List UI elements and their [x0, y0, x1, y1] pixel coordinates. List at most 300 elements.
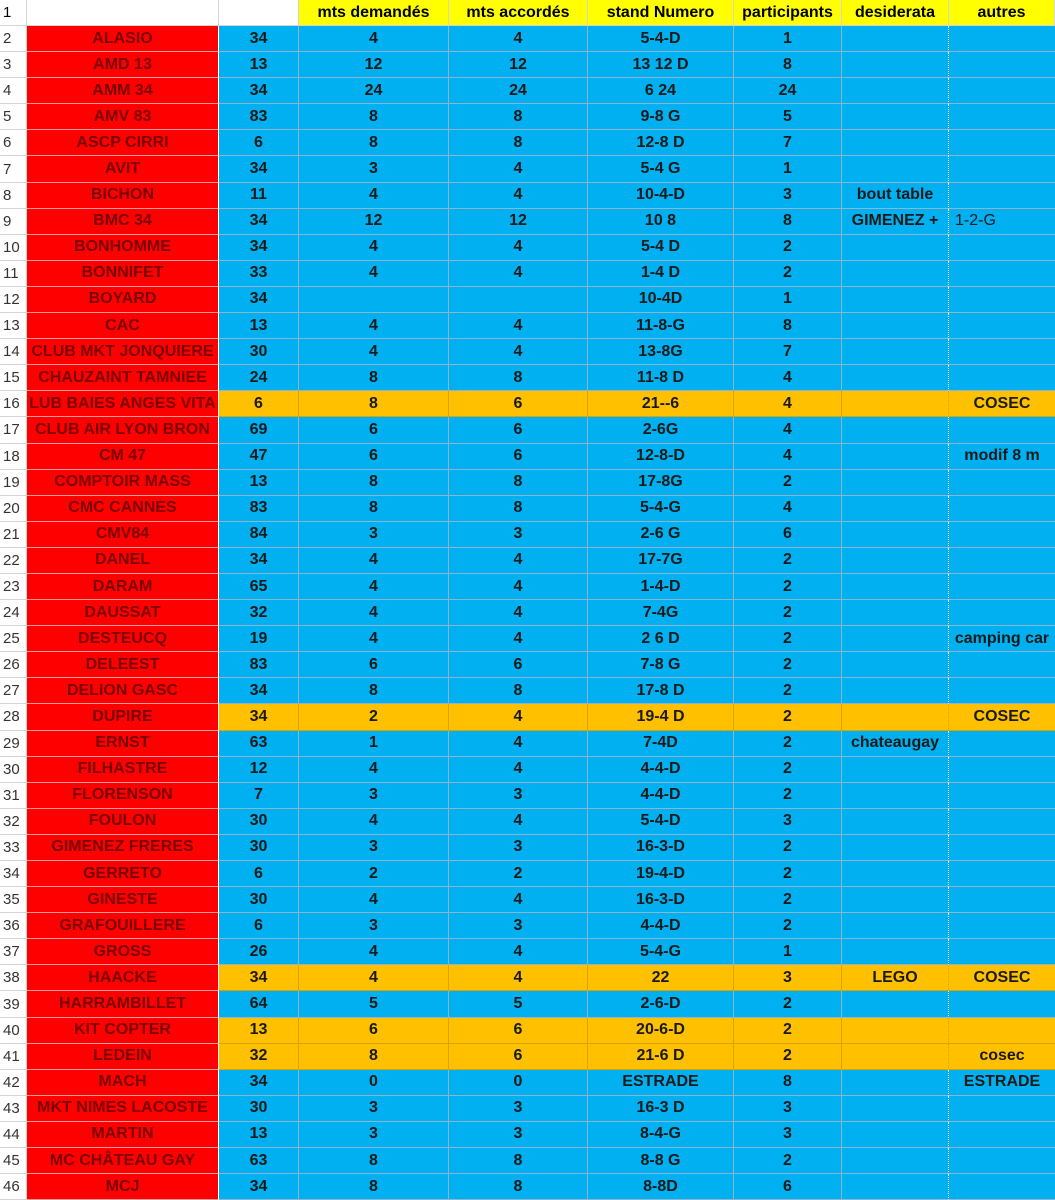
cell-stand-numero[interactable]: 2-6 G [588, 522, 734, 548]
cell-stand-numero[interactable]: 4-4-D [588, 783, 734, 809]
cell-departement[interactable]: 84 [219, 522, 299, 548]
cell-departement[interactable]: 65 [219, 574, 299, 600]
cell-mts-demandes[interactable]: 4 [299, 26, 449, 52]
cell-departement[interactable]: 34 [219, 1174, 299, 1200]
cell-mts-demandes[interactable]: 3 [299, 1122, 449, 1148]
cell-mts-demandes[interactable]: 8 [299, 496, 449, 522]
cell-mts-demandes[interactable]: 5 [299, 991, 449, 1017]
cell-autres[interactable] [949, 365, 1055, 391]
cell-desiderata[interactable] [842, 600, 949, 626]
cell-autres[interactable]: modif 8 m [949, 444, 1055, 470]
cell-participants[interactable]: 2 [734, 1018, 842, 1044]
cell-mts-demandes[interactable]: 0 [299, 1070, 449, 1096]
cell-club[interactable]: GIMENEZ FRERES [27, 835, 219, 861]
cell-participants[interactable]: 6 [734, 522, 842, 548]
cell-club[interactable]: DAUSSAT [27, 600, 219, 626]
cell-mts-demandes[interactable]: 4 [299, 757, 449, 783]
cell-mts-demandes[interactable]: 2 [299, 861, 449, 887]
cell-stand-numero[interactable]: 8-4-G [588, 1122, 734, 1148]
row-number[interactable]: 29 [0, 731, 27, 757]
cell-stand-numero[interactable]: 7-4G [588, 600, 734, 626]
cell-mts-demandes[interactable]: 4 [299, 235, 449, 261]
row-number[interactable]: 9 [0, 209, 27, 235]
cell-mts-accordes[interactable]: 6 [449, 391, 588, 417]
cell-autres[interactable]: cosec [949, 1044, 1055, 1070]
cell-departement[interactable]: 83 [219, 652, 299, 678]
cell-club[interactable]: AVIT [27, 156, 219, 182]
cell-stand-numero[interactable]: 1-4-D [588, 574, 734, 600]
cell-autres[interactable] [949, 991, 1055, 1017]
cell-club[interactable]: MACH [27, 1070, 219, 1096]
cell-mts-demandes[interactable]: 4 [299, 600, 449, 626]
cell-club[interactable]: ALASIO [27, 26, 219, 52]
cell-autres[interactable] [949, 678, 1055, 704]
cell-stand-numero[interactable]: 5-4-G [588, 939, 734, 965]
cell-mts-accordes[interactable]: 8 [449, 1174, 588, 1200]
cell-mts-accordes[interactable]: 6 [449, 652, 588, 678]
cell-autres[interactable] [949, 313, 1055, 339]
cell-departement[interactable]: 26 [219, 939, 299, 965]
cell-desiderata[interactable] [842, 783, 949, 809]
cell-departement[interactable]: 34 [219, 26, 299, 52]
header-desiderata[interactable]: desiderata [842, 0, 949, 26]
cell-participants[interactable]: 2 [734, 678, 842, 704]
cell-autres[interactable]: 1-2-G [949, 209, 1055, 235]
cell-mts-accordes[interactable]: 6 [449, 1044, 588, 1070]
cell-departement[interactable]: 30 [219, 835, 299, 861]
cell-club[interactable]: BOYARD [27, 287, 219, 313]
cell-mts-accordes[interactable]: 4 [449, 731, 588, 757]
cell-stand-numero[interactable]: 19-4-D [588, 861, 734, 887]
cell-stand-numero[interactable]: 17-8G [588, 470, 734, 496]
cell-desiderata[interactable] [842, 652, 949, 678]
cell-mts-accordes[interactable]: 3 [449, 783, 588, 809]
cell-club[interactable]: GROSS [27, 939, 219, 965]
row-number[interactable]: 26 [0, 652, 27, 678]
cell-desiderata[interactable] [842, 678, 949, 704]
cell-stand-numero[interactable]: 5-4-D [588, 809, 734, 835]
cell-club[interactable]: DELION GASC [27, 678, 219, 704]
cell-autres[interactable] [949, 887, 1055, 913]
cell-mts-demandes[interactable]: 4 [299, 809, 449, 835]
cell-participants[interactable]: 4 [734, 417, 842, 443]
cell-club[interactable]: GINESTE [27, 887, 219, 913]
cell-departement[interactable]: 13 [219, 1122, 299, 1148]
cell-club[interactable]: HAACKE [27, 965, 219, 991]
cell-mts-accordes[interactable]: 3 [449, 913, 588, 939]
cell-club[interactable]: FILHASTRE [27, 757, 219, 783]
cell-stand-numero[interactable]: 5-4 D [588, 235, 734, 261]
cell-mts-demandes[interactable]: 4 [299, 339, 449, 365]
row-number[interactable]: 15 [0, 365, 27, 391]
cell-stand-numero[interactable]: 7-8 G [588, 652, 734, 678]
cell-participants[interactable]: 8 [734, 313, 842, 339]
cell-autres[interactable]: camping car [949, 626, 1055, 652]
cell-desiderata[interactable] [842, 861, 949, 887]
cell-mts-accordes[interactable]: 0 [449, 1070, 588, 1096]
cell-mts-accordes[interactable]: 4 [449, 235, 588, 261]
cell-stand-numero[interactable]: 5-4-G [588, 496, 734, 522]
cell-autres[interactable] [949, 652, 1055, 678]
row-number[interactable]: 6 [0, 130, 27, 156]
cell-mts-demandes[interactable]: 4 [299, 548, 449, 574]
cell-desiderata[interactable] [842, 78, 949, 104]
cell-departement[interactable]: 34 [219, 965, 299, 991]
cell-participants[interactable]: 2 [734, 574, 842, 600]
cell-departement[interactable]: 30 [219, 339, 299, 365]
row-number[interactable]: 34 [0, 861, 27, 887]
cell-departement[interactable]: 30 [219, 887, 299, 913]
cell-club[interactable]: AMM 34 [27, 78, 219, 104]
cell-mts-accordes[interactable]: 4 [449, 313, 588, 339]
cell-mts-accordes[interactable]: 4 [449, 600, 588, 626]
cell-participants[interactable]: 1 [734, 156, 842, 182]
cell-mts-accordes[interactable]: 3 [449, 522, 588, 548]
cell-mts-accordes[interactable]: 5 [449, 991, 588, 1017]
cell-departement[interactable]: 63 [219, 731, 299, 757]
cell-mts-demandes[interactable]: 4 [299, 574, 449, 600]
cell-stand-numero[interactable]: 4-4-D [588, 913, 734, 939]
cell-mts-demandes[interactable]: 8 [299, 1174, 449, 1200]
cell-autres[interactable]: COSEC [949, 704, 1055, 730]
cell-club[interactable]: DANEL [27, 548, 219, 574]
cell-desiderata[interactable]: LEGO [842, 965, 949, 991]
cell-mts-demandes[interactable]: 4 [299, 887, 449, 913]
cell-participants[interactable]: 4 [734, 444, 842, 470]
cell-desiderata[interactable] [842, 1122, 949, 1148]
row-number[interactable]: 12 [0, 287, 27, 313]
cell-mts-accordes[interactable]: 4 [449, 574, 588, 600]
cell-mts-accordes[interactable]: 4 [449, 626, 588, 652]
cell-club[interactable]: KIT COPTER [27, 1018, 219, 1044]
row-number[interactable]: 45 [0, 1148, 27, 1174]
cell-stand-numero[interactable]: 10 8 [588, 209, 734, 235]
cell-club[interactable]: MC CHÂTEAU GAY [27, 1148, 219, 1174]
row-number[interactable]: 20 [0, 496, 27, 522]
cell-mts-demandes[interactable]: 3 [299, 913, 449, 939]
cell-departement[interactable]: 34 [219, 548, 299, 574]
cell-departement[interactable]: 7 [219, 783, 299, 809]
cell-stand-numero[interactable]: 6 24 [588, 78, 734, 104]
cell-autres[interactable] [949, 600, 1055, 626]
cell-participants[interactable]: 3 [734, 965, 842, 991]
cell-mts-demandes[interactable]: 8 [299, 1148, 449, 1174]
row-number[interactable]: 27 [0, 678, 27, 704]
cell-desiderata[interactable] [842, 835, 949, 861]
cell-mts-demandes[interactable]: 8 [299, 130, 449, 156]
cell-stand-numero[interactable]: 5-4 G [588, 156, 734, 182]
cell-autres[interactable] [949, 339, 1055, 365]
cell-mts-demandes[interactable]: 4 [299, 965, 449, 991]
cell-mts-accordes[interactable]: 24 [449, 78, 588, 104]
cell-mts-accordes[interactable] [449, 287, 588, 313]
cell-mts-accordes[interactable]: 8 [449, 1148, 588, 1174]
cell-desiderata[interactable] [842, 939, 949, 965]
cell-departement[interactable]: 34 [219, 287, 299, 313]
cell-autres[interactable] [949, 1018, 1055, 1044]
cell-mts-demandes[interactable]: 4 [299, 313, 449, 339]
cell-mts-accordes[interactable]: 3 [449, 1122, 588, 1148]
cell-desiderata[interactable] [842, 339, 949, 365]
cell-desiderata[interactable] [842, 496, 949, 522]
cell-departement[interactable]: 24 [219, 365, 299, 391]
cell-stand-numero[interactable]: 11-8-G [588, 313, 734, 339]
cell-desiderata[interactable]: chateaugay [842, 731, 949, 757]
cell-stand-numero[interactable]: 17-8 D [588, 678, 734, 704]
cell-stand-numero[interactable]: 13-8G [588, 339, 734, 365]
cell-club[interactable]: CMV84 [27, 522, 219, 548]
cell-participants[interactable]: 2 [734, 600, 842, 626]
cell-participants[interactable]: 2 [734, 261, 842, 287]
cell-participants[interactable]: 2 [734, 470, 842, 496]
cell-desiderata[interactable] [842, 52, 949, 78]
cell-mts-accordes[interactable]: 4 [449, 26, 588, 52]
cell-desiderata[interactable] [842, 417, 949, 443]
cell-club[interactable]: FOULON [27, 809, 219, 835]
row-number[interactable]: 39 [0, 991, 27, 1017]
cell-desiderata[interactable] [842, 548, 949, 574]
cell-mts-demandes[interactable]: 8 [299, 678, 449, 704]
cell-autres[interactable] [949, 417, 1055, 443]
cell-club[interactable]: MARTIN [27, 1122, 219, 1148]
cell-departement[interactable]: 47 [219, 444, 299, 470]
cell-stand-numero[interactable]: 11-8 D [588, 365, 734, 391]
cell-departement[interactable]: 83 [219, 496, 299, 522]
cell-mts-accordes[interactable]: 8 [449, 496, 588, 522]
cell-departement[interactable]: 34 [219, 209, 299, 235]
row-number[interactable]: 16 [0, 391, 27, 417]
cell-desiderata[interactable] [842, 261, 949, 287]
cell-participants[interactable]: 1 [734, 26, 842, 52]
cell-stand-numero[interactable]: 22 [588, 965, 734, 991]
cell-desiderata[interactable] [842, 1070, 949, 1096]
header-mts-accordes[interactable]: mts accordés [449, 0, 588, 26]
cell-participants[interactable]: 4 [734, 365, 842, 391]
header-dep[interactable] [219, 0, 299, 26]
cell-club[interactable]: CLUB MKT JONQUIERE [27, 339, 219, 365]
cell-participants[interactable]: 8 [734, 209, 842, 235]
cell-mts-demandes[interactable]: 4 [299, 626, 449, 652]
header-participants[interactable]: participants [734, 0, 842, 26]
cell-mts-demandes[interactable]: 6 [299, 1018, 449, 1044]
cell-stand-numero[interactable]: 2-6G [588, 417, 734, 443]
cell-participants[interactable]: 2 [734, 548, 842, 574]
cell-departement[interactable]: 34 [219, 1070, 299, 1096]
row-number-header[interactable]: 1 [0, 0, 27, 26]
cell-participants[interactable]: 4 [734, 391, 842, 417]
cell-participants[interactable]: 7 [734, 130, 842, 156]
row-number[interactable]: 4 [0, 78, 27, 104]
cell-autres[interactable]: ESTRADE [949, 1070, 1055, 1096]
cell-departement[interactable]: 83 [219, 104, 299, 130]
cell-mts-demandes[interactable]: 4 [299, 183, 449, 209]
row-number[interactable]: 33 [0, 835, 27, 861]
cell-stand-numero[interactable]: ESTRADE [588, 1070, 734, 1096]
cell-participants[interactable]: 2 [734, 887, 842, 913]
cell-departement[interactable]: 6 [219, 861, 299, 887]
cell-mts-accordes[interactable]: 8 [449, 678, 588, 704]
cell-club[interactable]: CMC CANNES [27, 496, 219, 522]
row-number[interactable]: 3 [0, 52, 27, 78]
cell-desiderata[interactable] [842, 470, 949, 496]
cell-autres[interactable] [949, 835, 1055, 861]
header-club[interactable] [27, 0, 219, 26]
row-number[interactable]: 46 [0, 1174, 27, 1200]
cell-stand-numero[interactable]: 10-4-D [588, 183, 734, 209]
cell-club[interactable]: GERRETO [27, 861, 219, 887]
cell-mts-demandes[interactable]: 6 [299, 652, 449, 678]
cell-stand-numero[interactable]: 16-3-D [588, 887, 734, 913]
cell-desiderata[interactable] [842, 1174, 949, 1200]
cell-desiderata[interactable] [842, 887, 949, 913]
cell-autres[interactable] [949, 731, 1055, 757]
cell-desiderata[interactable] [842, 235, 949, 261]
cell-stand-numero[interactable]: 13 12 D [588, 52, 734, 78]
cell-departement[interactable]: 69 [219, 417, 299, 443]
row-number[interactable]: 18 [0, 444, 27, 470]
cell-autres[interactable] [949, 183, 1055, 209]
row-number[interactable]: 23 [0, 574, 27, 600]
cell-mts-demandes[interactable]: 8 [299, 1044, 449, 1070]
cell-autres[interactable] [949, 470, 1055, 496]
cell-mts-accordes[interactable]: 4 [449, 704, 588, 730]
cell-desiderata[interactable] [842, 991, 949, 1017]
row-number[interactable]: 22 [0, 548, 27, 574]
cell-participants[interactable]: 2 [734, 913, 842, 939]
header-stand-numero[interactable]: stand Numero [588, 0, 734, 26]
cell-autres[interactable] [949, 939, 1055, 965]
cell-autres[interactable] [949, 261, 1055, 287]
cell-autres[interactable] [949, 287, 1055, 313]
cell-autres[interactable] [949, 235, 1055, 261]
cell-mts-demandes[interactable]: 8 [299, 391, 449, 417]
cell-desiderata[interactable] [842, 626, 949, 652]
cell-autres[interactable] [949, 522, 1055, 548]
cell-mts-demandes[interactable]: 4 [299, 939, 449, 965]
cell-desiderata[interactable] [842, 574, 949, 600]
cell-club[interactable]: CM 47 [27, 444, 219, 470]
row-number[interactable]: 8 [0, 183, 27, 209]
cell-autres[interactable] [949, 26, 1055, 52]
cell-departement[interactable]: 6 [219, 913, 299, 939]
cell-club[interactable]: COMPTOIR MASS [27, 470, 219, 496]
cell-departement[interactable]: 34 [219, 78, 299, 104]
cell-stand-numero[interactable]: 12-8-D [588, 444, 734, 470]
row-number[interactable]: 21 [0, 522, 27, 548]
cell-autres[interactable] [949, 78, 1055, 104]
cell-autres[interactable] [949, 52, 1055, 78]
row-number[interactable]: 37 [0, 939, 27, 965]
cell-club[interactable]: AMV 83 [27, 104, 219, 130]
row-number[interactable]: 19 [0, 470, 27, 496]
cell-participants[interactable]: 2 [734, 235, 842, 261]
cell-participants[interactable]: 2 [734, 991, 842, 1017]
cell-desiderata[interactable]: bout table [842, 183, 949, 209]
cell-participants[interactable]: 7 [734, 339, 842, 365]
cell-departement[interactable]: 6 [219, 391, 299, 417]
cell-club[interactable]: DESTEUCQ [27, 626, 219, 652]
cell-club[interactable]: DUPIRE [27, 704, 219, 730]
cell-mts-demandes[interactable]: 2 [299, 704, 449, 730]
cell-club[interactable]: MKT NIMES LACOSTE [27, 1096, 219, 1122]
row-number[interactable]: 31 [0, 783, 27, 809]
cell-desiderata[interactable] [842, 365, 949, 391]
cell-autres[interactable] [949, 104, 1055, 130]
cell-stand-numero[interactable]: 16-3-D [588, 835, 734, 861]
row-number[interactable]: 2 [0, 26, 27, 52]
cell-stand-numero[interactable]: 2-6-D [588, 991, 734, 1017]
cell-mts-demandes[interactable]: 3 [299, 1096, 449, 1122]
cell-mts-demandes[interactable]: 3 [299, 835, 449, 861]
cell-mts-demandes[interactable]: 8 [299, 470, 449, 496]
cell-mts-accordes[interactable]: 4 [449, 887, 588, 913]
cell-stand-numero[interactable]: 21-6 D [588, 1044, 734, 1070]
cell-club[interactable]: ERNST [27, 731, 219, 757]
cell-autres[interactable] [949, 1174, 1055, 1200]
cell-club[interactable]: BMC 34 [27, 209, 219, 235]
row-number[interactable]: 41 [0, 1044, 27, 1070]
cell-club[interactable]: AMD 13 [27, 52, 219, 78]
cell-desiderata[interactable] [842, 1096, 949, 1122]
row-number[interactable]: 5 [0, 104, 27, 130]
cell-departement[interactable]: 32 [219, 600, 299, 626]
cell-club[interactable]: LEDEIN [27, 1044, 219, 1070]
cell-desiderata[interactable] [842, 444, 949, 470]
cell-club[interactable]: MCJ [27, 1174, 219, 1200]
cell-stand-numero[interactable]: 4-4-D [588, 757, 734, 783]
cell-mts-accordes[interactable]: 4 [449, 757, 588, 783]
cell-departement[interactable]: 33 [219, 261, 299, 287]
cell-stand-numero[interactable]: 5-4-D [588, 26, 734, 52]
cell-departement[interactable]: 13 [219, 1018, 299, 1044]
cell-departement[interactable]: 6 [219, 130, 299, 156]
cell-desiderata[interactable] [842, 156, 949, 182]
cell-departement[interactable]: 19 [219, 626, 299, 652]
cell-mts-accordes[interactable]: 4 [449, 183, 588, 209]
row-number[interactable]: 17 [0, 417, 27, 443]
row-number[interactable]: 35 [0, 887, 27, 913]
cell-participants[interactable]: 3 [734, 1122, 842, 1148]
header-autres[interactable]: autres [949, 0, 1055, 26]
row-number[interactable]: 40 [0, 1018, 27, 1044]
cell-autres[interactable] [949, 574, 1055, 600]
cell-mts-demandes[interactable]: 12 [299, 209, 449, 235]
header-mts-demandes[interactable]: mts demandés [299, 0, 449, 26]
cell-departement[interactable]: 12 [219, 757, 299, 783]
cell-autres[interactable]: COSEC [949, 965, 1055, 991]
cell-mts-accordes[interactable]: 8 [449, 130, 588, 156]
cell-mts-accordes[interactable]: 2 [449, 861, 588, 887]
cell-mts-accordes[interactable]: 6 [449, 417, 588, 443]
cell-mts-demandes[interactable]: 6 [299, 444, 449, 470]
cell-desiderata[interactable] [842, 1044, 949, 1070]
cell-mts-demandes[interactable]: 3 [299, 783, 449, 809]
cell-autres[interactable] [949, 156, 1055, 182]
cell-participants[interactable]: 2 [734, 731, 842, 757]
cell-mts-demandes[interactable]: 1 [299, 731, 449, 757]
cell-mts-demandes[interactable]: 24 [299, 78, 449, 104]
cell-stand-numero[interactable]: 10-4D [588, 287, 734, 313]
cell-desiderata[interactable] [842, 757, 949, 783]
row-number[interactable]: 24 [0, 600, 27, 626]
cell-mts-accordes[interactable]: 4 [449, 339, 588, 365]
cell-mts-demandes[interactable]: 4 [299, 261, 449, 287]
cell-mts-accordes[interactable]: 8 [449, 104, 588, 130]
row-number[interactable]: 25 [0, 626, 27, 652]
cell-mts-demandes[interactable]: 3 [299, 156, 449, 182]
cell-mts-demandes[interactable] [299, 287, 449, 313]
cell-participants[interactable]: 6 [734, 1174, 842, 1200]
